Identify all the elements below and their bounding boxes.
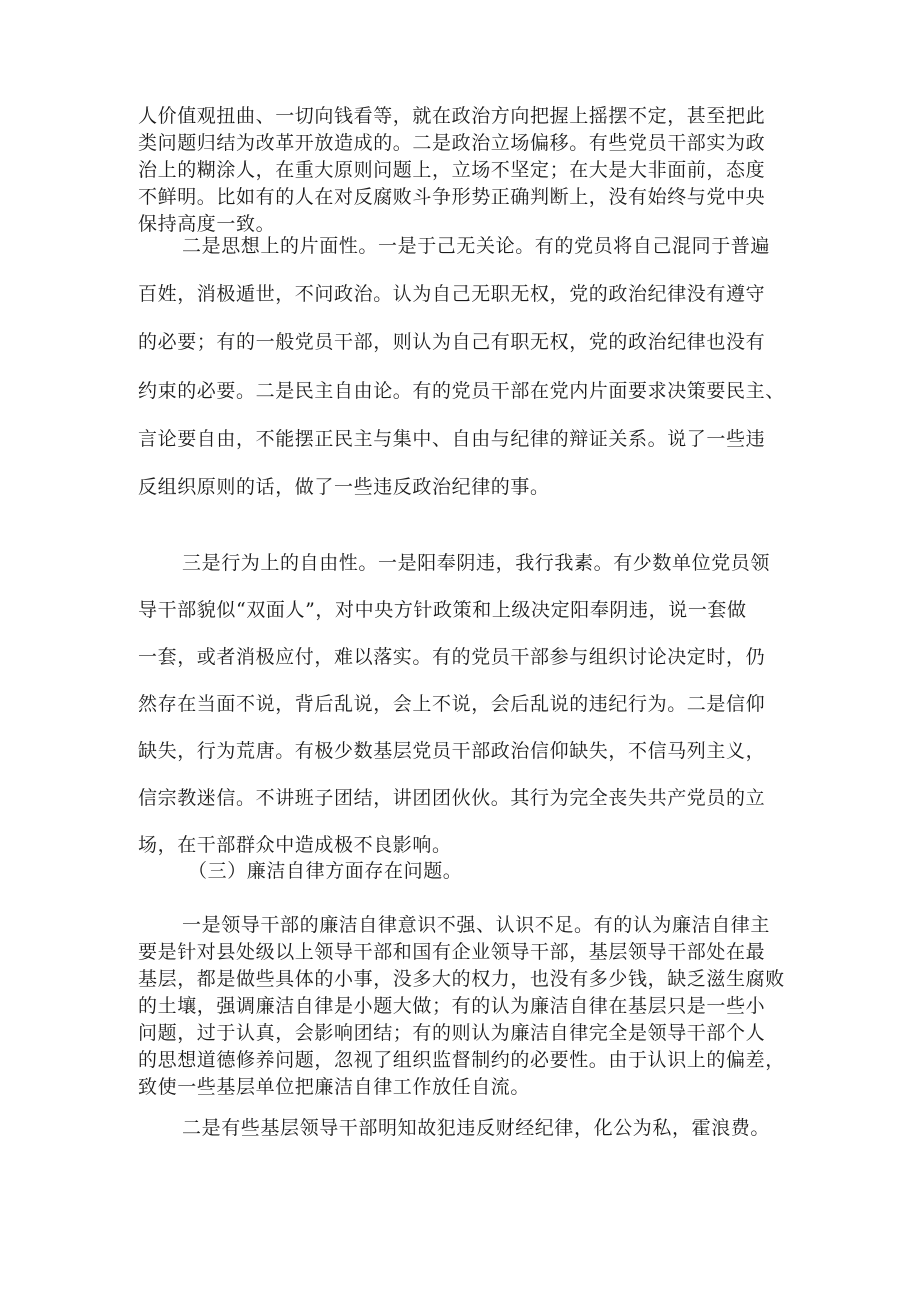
- text-line: 二是思想上的片面性。一是于己无关论。有的党员将自己混同于普遍: [182, 235, 771, 257]
- text-line: 问题，过于认真，会影响团结；有的则认为廉洁自律完全是领导干部个人: [138, 1022, 766, 1044]
- paragraph-behavioral-freedom: [138, 540, 793, 869]
- text-line: 场，在干部群众中造成极不良影响。: [138, 834, 452, 856]
- text-line: 然存在当面不说，背后乱说，会上不说，会后乱说的违纪行为。二是信仰: [138, 693, 766, 715]
- text-line: 三是行为上的自由性。一是阳奉阴违，我行我素。有少数单位党员领: [182, 552, 771, 574]
- text-line: 反组织原则的话，做了一些违反政治纪律的事。: [138, 476, 550, 499]
- text-line: 言论要自由，不能摆正民主与集中、自由与纪律的辩证关系。说了一些违: [138, 427, 766, 450]
- text-line: 一套，或者消极应付，难以落实。有的党员干部参与组织讨论决定时，仍: [138, 646, 766, 668]
- paragraph-financial-discipline: [138, 1115, 793, 1142]
- text-line: 约束的必要。二是民主自由论。有的党员干部在党内片面要求决策要民主、: [138, 379, 785, 402]
- text-line: 缺失，行为荒唐。有极少数基层党员干部政治信仰缺失，不信马列主义，: [138, 740, 766, 762]
- text-line: 的思想道德修养问题，忽视了组织监督制约的必要性。由于认识上的偏差，: [138, 1049, 785, 1071]
- text-line: 治上的糊涂人，在重大原则问题上，立场不坚定；在大是大非面前，态度: [138, 159, 766, 181]
- text-line: 基层，都是做些具体的小事，没多大的权力，也没有多少钱，缺乏滋生腐败: [138, 968, 785, 990]
- text-line: 百姓，消极遁世，不问政治。认为自己无职无权，党的政治纪律没有遵守: [138, 283, 766, 306]
- paragraph-ideological-onesidedness: [138, 222, 793, 511]
- paragraph-integrity-awareness: [138, 912, 793, 1101]
- text-line: 的土壤，强调廉洁自律是小题大做；有的认为廉洁自律在基层只是一些小: [138, 995, 766, 1017]
- text-line: 类问题归结为改革开放造成的。二是政治立场偏移。有些党员干部实为政: [138, 132, 766, 154]
- text-line: 的必要；有的一般党员干部，则认为自己有职无权，党的政治纪律也没有: [138, 331, 766, 354]
- text-line: 致使一些基层单位把廉洁自律工作放任自流。: [138, 1076, 531, 1098]
- text-line: 人价值观扭曲、一切向钱看等，就在政治方向把握上摇摆不定，甚至把此: [138, 105, 766, 127]
- paragraph-political-direction: [138, 103, 793, 238]
- text-line: 二是有些基层领导干部明知故犯违反财经纪律，化公为私，霍浪费。: [182, 1117, 771, 1139]
- text-line: 保持高度一致。: [138, 213, 276, 235]
- text-line: 一是领导干部的廉洁自律意识不强、认识不足。有的认为廉洁自律主: [182, 914, 771, 936]
- text-line: 要是针对县处级以上领导干部和国有企业领导干部，基层领导干部处在最: [138, 941, 766, 963]
- text-line: 信宗教迷信。不讲班子团结，讲团团伙伙。其行为完全丧失共产党员的立: [138, 787, 766, 809]
- text-line: 不鲜明。比如有的人在对反腐败斗争形势正确判断上，没有始终与党中央: [138, 186, 766, 208]
- section-heading: （三）廉洁自律方面存在问题。: [188, 860, 463, 882]
- text-line: 导干部貌似“双面人”，对中央方针政策和上级决定阳奉阴违，说一套做: [138, 599, 747, 621]
